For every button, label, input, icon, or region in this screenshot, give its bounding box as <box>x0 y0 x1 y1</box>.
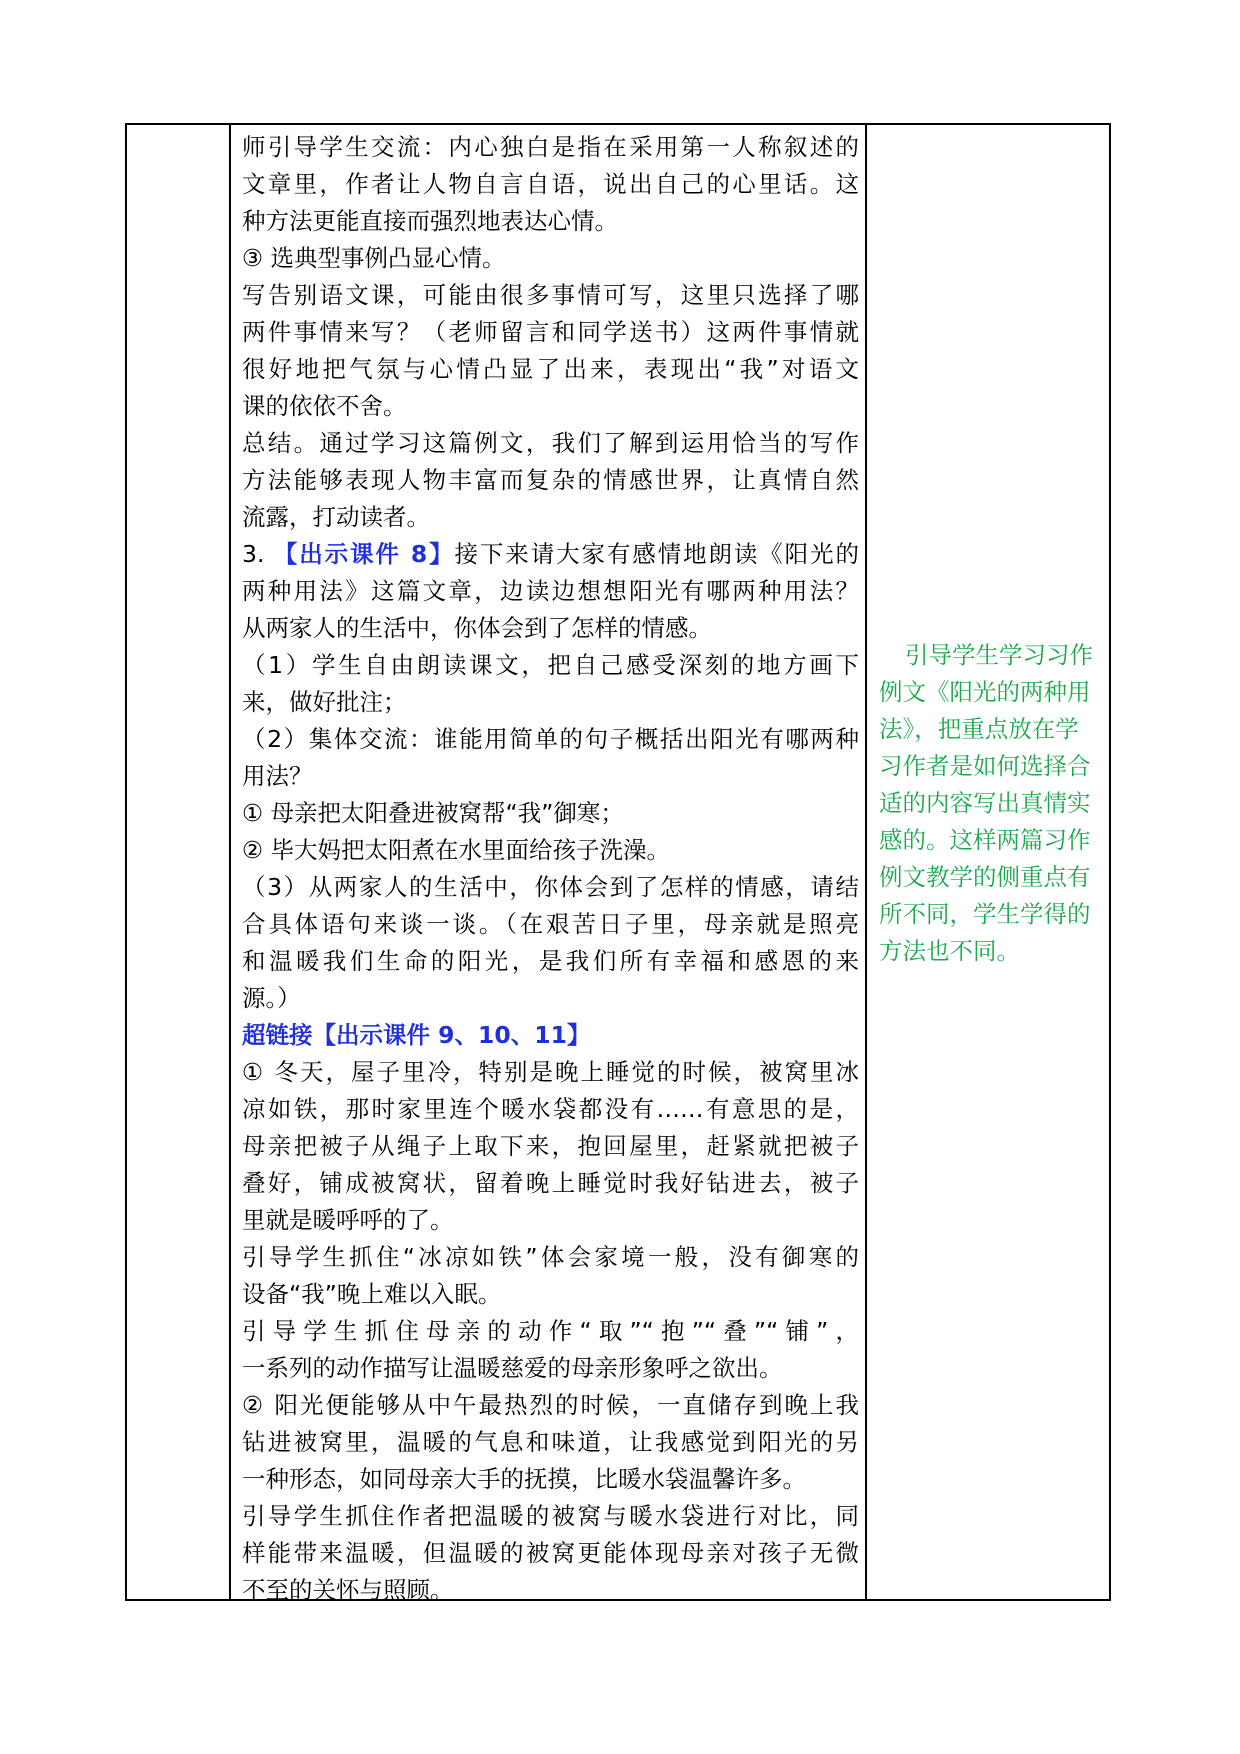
text-line: ③ 选典型事例凸显心情。 <box>242 244 506 272</box>
text-line: 合具体语句来谈一谈。（在艰苦日子里，母亲就是照亮 <box>242 910 859 938</box>
text-line: 文章里，作者让人物自言自语，说出自己的心里话。这 <box>242 170 859 198</box>
text-line: 叠好，铺成被窝状，留着晚上睡觉时我好钻进去，被子 <box>242 1169 859 1197</box>
text-line: ② 毕大妈把太阳煮在水里面给孩子洗澡。 <box>242 836 671 864</box>
text-line: 种方法更能直接而强烈地表达心情。 <box>242 207 618 235</box>
text-line: 一系列的动作描写让温暖慈爱的母亲形象呼之欲出。 <box>242 1354 783 1382</box>
text-line: ① 母亲把太阳叠进被窝帮“我”御寒； <box>242 799 624 827</box>
teaching-process-cell <box>231 125 867 1604</box>
text-line: 母亲把被子从绳子上取下来，抱回屋里，赶紧就把被子 <box>242 1132 859 1160</box>
text-line: 很好地把气氛与心情凸显了出来，表现出“我”对语文 <box>242 355 859 383</box>
lesson-table <box>125 123 1111 1604</box>
note-line: 引导学生学习习作 <box>905 641 1093 669</box>
line-prefix: 3. <box>242 540 274 568</box>
text-line: 来，做好批注； <box>242 688 407 716</box>
text-line: 流露，打动读者。 <box>242 503 430 531</box>
note-line: 适的内容写出真情实 <box>879 789 1091 817</box>
text-line: 凉如铁，那时家里连个暖水袋都没有……有意思的是， <box>242 1095 859 1123</box>
text-line: （1）学生自由朗读课文，把自己感受深刻的地方画下 <box>242 651 859 679</box>
text-line: （2）集体交流：谁能用简单的句子概括出阳光有哪两种 <box>242 725 859 753</box>
text-line: 从两家人的生活中，你体会到了怎样的情感。 <box>242 614 712 642</box>
design-intent-cell <box>867 125 1109 1599</box>
text-line: 引导学生抓住“冰凉如铁”体会家境一般，没有御寒的 <box>242 1243 859 1271</box>
note-line: 方法也不同。 <box>879 937 1020 965</box>
text-line: 设备“我”晚上难以入眠。 <box>242 1280 502 1308</box>
text-line: 用法？ <box>242 762 313 790</box>
text-line: 总结。通过学习这篇例文，我们了解到运用恰当的写作 <box>242 429 859 457</box>
design-intent-text <box>879 637 1101 970</box>
text-line: 方法能够表现人物丰富而复杂的情感世界，让真情自然 <box>242 466 859 494</box>
text-line: 两件事情来写？（老师留言和同学送书）这两件事情就 <box>242 318 859 346</box>
text-line: 一种形态，如同母亲大手的抚摸，比暖水袋温馨许多。 <box>242 1465 806 1493</box>
text-line: 两种用法》这篇文章，边读边想想阳光有哪两种用法？ <box>242 577 859 605</box>
text-line: 源。） <box>242 984 301 1012</box>
text-line: 钻进被窝里，温暖的气息和味道，让我感觉到阳光的另 <box>242 1428 859 1456</box>
note-line: 例文《阳光的两种用 <box>879 678 1091 706</box>
text-line: 里就是暖呼呼的了。 <box>242 1206 454 1234</box>
line-suffix: 接下来请大家有感情地朗读《阳光的 <box>454 540 859 568</box>
courseware-highlight: 超链接【出示课件 9、10、11】 <box>242 1021 591 1049</box>
note-line: 所不同，学生学得的 <box>879 900 1091 928</box>
note-line: 法》，把重点放在学 <box>879 715 1079 743</box>
note-line: 例文教学的侧重点有 <box>879 863 1091 891</box>
note-line: 习作者是如何选择合 <box>879 752 1091 780</box>
text-line: 师引导学生交流：内心独白是指在采用第一人称叙述的 <box>242 133 859 161</box>
text-line: 不至的关怀与照顾。 <box>242 1576 454 1604</box>
text-line: ① 冬天，屋子里冷，特别是晚上睡觉的时候，被窝里冰 <box>242 1058 859 1086</box>
text-line <box>242 536 859 573</box>
text-line: ② 阳光便能够从中午最热烈的时候，一直储存到晚上我 <box>242 1391 859 1419</box>
section-label-cell <box>127 125 231 1599</box>
courseware-highlight: 【出示课件 8】 <box>273 540 455 568</box>
text-line: （3）从两家人的生活中，你体会到了怎样的情感，请结 <box>242 873 859 901</box>
text-line: 和温暖我们生命的阳光，是我们所有幸福和感恩的来 <box>242 947 859 975</box>
text-line: 样能带来温暖，但温暖的被窝更能体现母亲对孩子无微 <box>242 1539 859 1567</box>
text-line <box>242 1017 859 1054</box>
text-line: 课的依依不舍。 <box>242 392 407 420</box>
text-line: 引导学生抓住母亲的动作“取”“抱”“叠”“铺”， <box>242 1317 859 1345</box>
note-line: 感的。这样两篇习作 <box>879 826 1091 854</box>
text-line: 写告别语文课，可能由很多事情可写，这里只选择了哪 <box>242 281 859 309</box>
text-line: 引导学生抓住作者把温暖的被窝与暖水袋进行对比，同 <box>242 1502 859 1530</box>
